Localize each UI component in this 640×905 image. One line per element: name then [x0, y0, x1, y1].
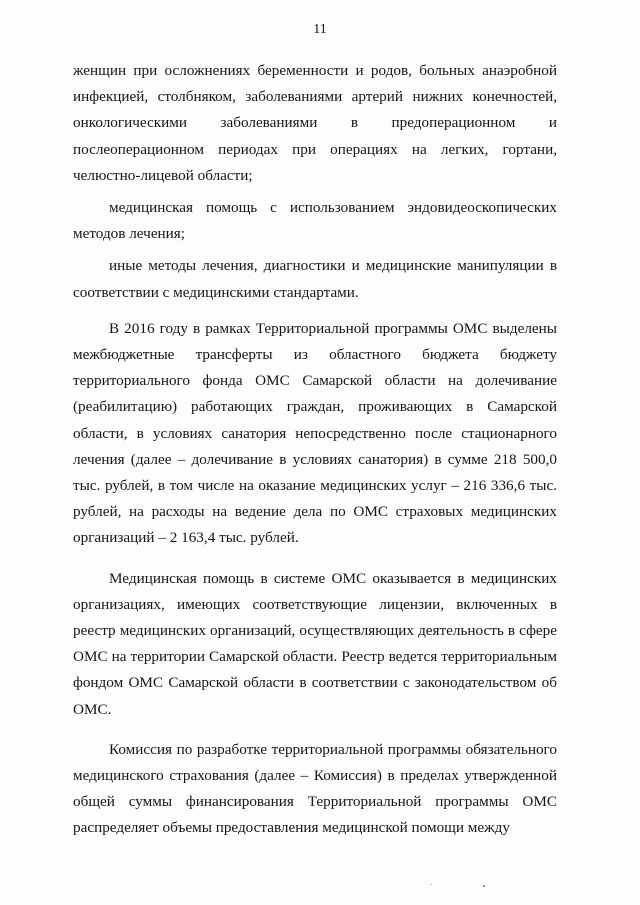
body-text	[73, 58, 557, 850]
paragraph-endovideoscopic: медицинская помощь с использованием эндовидеоскопических методов лечения;	[73, 199, 557, 243]
paragraph-continuation: женщин при осложнениях беременности и родов, больных анаэробной инфекцией, столбняком, заболеваниями артерий нижних конечностей, онкологическими заболеваниями в предоперационном и послеоперационном периодах при операциях на легких, гортани, челюстно-лицевой области;	[73, 62, 557, 184]
page-number: 11	[313, 22, 327, 37]
scan-speck	[483, 885, 485, 887]
paragraph-commission: Комиссия по разработке территориальной программы обязательного медицинского страхования (далее – Комиссия) в пределах утвержденной общей суммы финансирования Территориальной программы ОМС распределяет объемы предоставления медицинской помощи между	[73, 740, 557, 837]
paragraph-medical-organizations: Медицинская помощь в системе ОМС оказывается в медицинских организациях, имеющих соответствующие лицензии, включенных в реестр медицинских организаций, осуществляющих деятельность в сфере ОМС на территории Самарской области. Реестр ведется территориальным фондом ОМС Самарской области в соответствии с законодательством об ОМС.	[73, 569, 557, 718]
scan-speck	[431, 884, 432, 885]
paragraph-transfers-2016: В 2016 году в рамках Территориальной программы ОМС выделены межбюджетные трансферты из областного бюджета бюджету территориального фонда ОМС Самарской области на долечивание (реабилитацию) работающих граждан, проживающих в Самарской области, в условиях санатория непосредственно после стационарного лечения (далее – долечивание в условиях санатория) в сумме 218 500,0 тыс. рублей, в том числе на оказание медицинских услуг – 216 336,6 тыс. рублей, на расходы на ведение дела по ОМС страховых медицинских организаций – 2 163,4 тыс. рублей.	[73, 319, 557, 547]
paragraph-other-methods: иные методы лечения, диагностики и медицинские манипуляции в соответствии с медицинскими стандартами.	[73, 257, 557, 301]
